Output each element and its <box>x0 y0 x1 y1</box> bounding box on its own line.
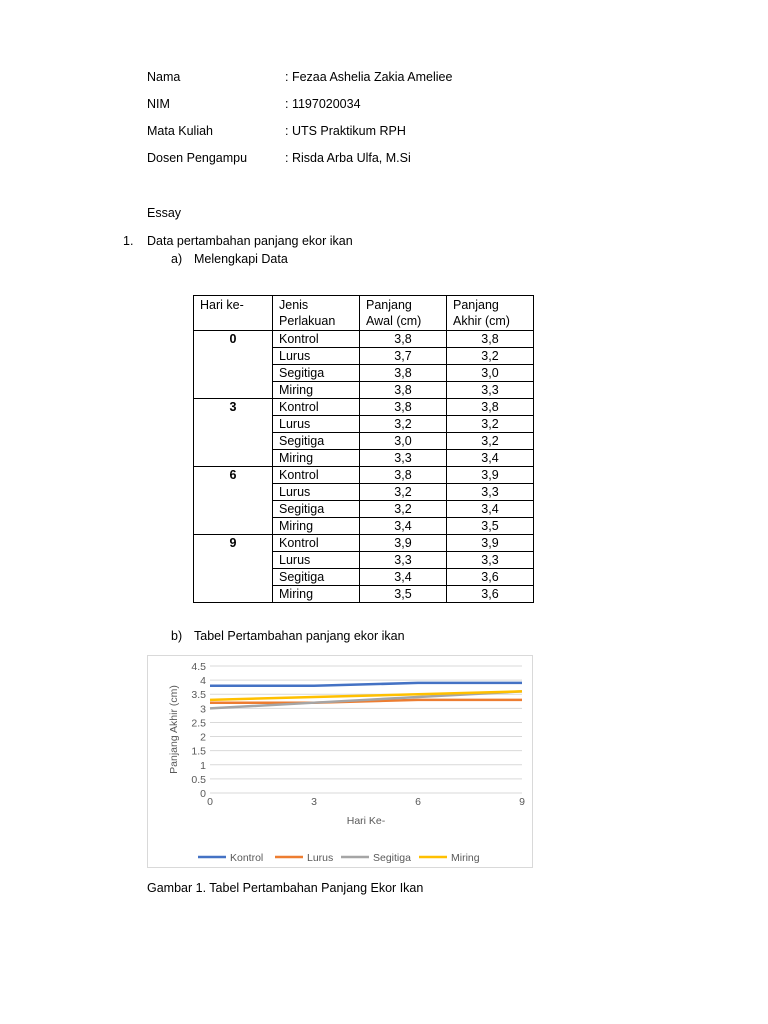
x-tick-label: 0 <box>207 796 213 808</box>
y-tick-label: 2 <box>200 731 206 744</box>
treatment-cell: Lurus <box>273 348 360 365</box>
y-tick-label: 1.5 <box>191 745 206 758</box>
final-length-cell: 3,5 <box>447 518 534 535</box>
info-label: NIM <box>147 97 170 111</box>
final-length-cell: 3,3 <box>447 484 534 501</box>
final-length-cell: 3,2 <box>447 416 534 433</box>
treatment-cell: Miring <box>273 518 360 535</box>
table-header-cell <box>273 296 360 331</box>
y-tick-label: 0 <box>200 788 206 800</box>
treatment-cell: Miring <box>273 382 360 399</box>
section-title: Essay <box>147 206 182 220</box>
treatment-cell: Lurus <box>273 484 360 501</box>
final-length-cell: 3,2 <box>447 348 534 365</box>
initial-length-cell: 3,8 <box>360 467 447 484</box>
treatment-cell: Lurus <box>273 552 360 569</box>
info-value: : 1197020034 <box>285 97 361 111</box>
final-length-cell: 3,0 <box>447 365 534 382</box>
y-axis-title: Panjang Akhir (cm) <box>168 685 180 774</box>
info-value: : Fezaa Ashelia Zakia Ameliee <box>285 70 453 84</box>
treatment-cell: Kontrol <box>273 467 360 484</box>
treatment-cell: Kontrol <box>273 399 360 416</box>
initial-length-cell: 3,7 <box>360 348 447 365</box>
treatment-cell: Kontrol <box>273 331 360 348</box>
header-line: Perlakuan <box>279 314 336 328</box>
x-tick-label: 3 <box>311 796 317 808</box>
legend-label: Lurus <box>307 852 334 864</box>
final-length-cell: 3,4 <box>447 501 534 518</box>
table-row <box>194 535 534 552</box>
series-line <box>210 683 522 686</box>
info-value: : UTS Praktikum RPH <box>285 124 406 138</box>
header-line: Panjang <box>453 298 499 312</box>
initial-length-cell: 3,4 <box>360 569 447 586</box>
initial-length-cell: 3,8 <box>360 331 447 348</box>
final-length-cell: 3,8 <box>447 331 534 348</box>
table-header-cell <box>447 296 534 331</box>
question-number: 1. <box>123 234 134 248</box>
legend-label: Segitiga <box>373 852 411 864</box>
final-length-cell: 3,3 <box>447 382 534 399</box>
data-table <box>193 295 534 603</box>
final-length-cell: 3,8 <box>447 399 534 416</box>
treatment-cell: Kontrol <box>273 535 360 552</box>
header-line: Awal (cm) <box>366 314 422 328</box>
final-length-cell: 3,9 <box>447 535 534 552</box>
treatment-cell: Segitiga <box>273 365 360 382</box>
final-length-cell: 3,4 <box>447 450 534 467</box>
final-length-cell: 3,2 <box>447 433 534 450</box>
initial-length-cell: 3,2 <box>360 484 447 501</box>
figure-caption: Gambar 1. Tabel Pertambahan Panjang Ekor Ikan <box>147 881 424 895</box>
y-tick-label: 3.5 <box>191 689 206 702</box>
header-line: Panjang <box>366 298 412 312</box>
y-tick-label: 4 <box>200 675 206 688</box>
sub-b-marker: b) <box>171 629 183 643</box>
info-value: : Risda Arba Ulfa, M.Si <box>285 151 411 165</box>
initial-length-cell: 3,2 <box>360 416 447 433</box>
question-text: Data pertambahan panjang ekor ikan <box>147 234 353 248</box>
initial-length-cell: 3,4 <box>360 518 447 535</box>
initial-length-cell: 3,3 <box>360 552 447 569</box>
x-tick-label: 9 <box>519 796 525 808</box>
y-tick-label: 3 <box>200 703 206 716</box>
table-header-row <box>194 296 534 331</box>
treatment-cell: Segitiga <box>273 569 360 586</box>
initial-length-cell: 3,5 <box>360 586 447 603</box>
day-cell: 6 <box>194 467 273 535</box>
info-label: Mata Kuliah <box>147 124 214 138</box>
table-row <box>194 331 534 348</box>
info-label: Nama <box>147 70 181 84</box>
series-line <box>210 691 522 699</box>
line-chart <box>147 655 533 868</box>
x-axis-title: Hari Ke- <box>346 815 386 827</box>
table-header-cell <box>194 296 273 331</box>
day-cell: 0 <box>194 331 273 399</box>
y-tick-label: 1 <box>200 759 206 772</box>
table-row <box>194 399 534 416</box>
initial-length-cell: 3,2 <box>360 501 447 518</box>
legend-label: Kontrol <box>230 852 264 864</box>
header-line: Jenis <box>279 298 309 312</box>
treatment-cell: Segitiga <box>273 501 360 518</box>
treatment-cell: Miring <box>273 586 360 603</box>
initial-length-cell: 3,8 <box>360 365 447 382</box>
header-line: Hari ke- <box>200 298 244 312</box>
initial-length-cell: 3,0 <box>360 433 447 450</box>
header-line: Akhir (cm) <box>453 314 510 328</box>
legend-label: Miring <box>451 852 480 864</box>
y-tick-label: 4.5 <box>191 661 206 673</box>
day-cell: 9 <box>194 535 273 603</box>
table-header-cell <box>360 296 447 331</box>
treatment-cell: Segitiga <box>273 433 360 450</box>
initial-length-cell: 3,3 <box>360 450 447 467</box>
treatment-cell: Miring <box>273 450 360 467</box>
initial-length-cell: 3,8 <box>360 382 447 399</box>
y-tick-label: 2.5 <box>191 717 206 730</box>
table-row <box>194 467 534 484</box>
sub-a-text: Melengkapi Data <box>194 252 288 266</box>
sub-a-marker: a) <box>171 252 183 266</box>
day-cell: 3 <box>194 399 273 467</box>
y-tick-label: 0.5 <box>191 773 206 786</box>
treatment-cell: Lurus <box>273 416 360 433</box>
info-label: Dosen Pengampu <box>147 151 248 165</box>
sub-b-text: Tabel Pertambahan panjang ekor ikan <box>194 629 405 643</box>
final-length-cell: 3,3 <box>447 552 534 569</box>
final-length-cell: 3,9 <box>447 467 534 484</box>
final-length-cell: 3,6 <box>447 569 534 586</box>
initial-length-cell: 3,8 <box>360 399 447 416</box>
chart-svg <box>148 656 534 869</box>
x-tick-label: 6 <box>415 796 421 808</box>
final-length-cell: 3,6 <box>447 586 534 603</box>
initial-length-cell: 3,9 <box>360 535 447 552</box>
